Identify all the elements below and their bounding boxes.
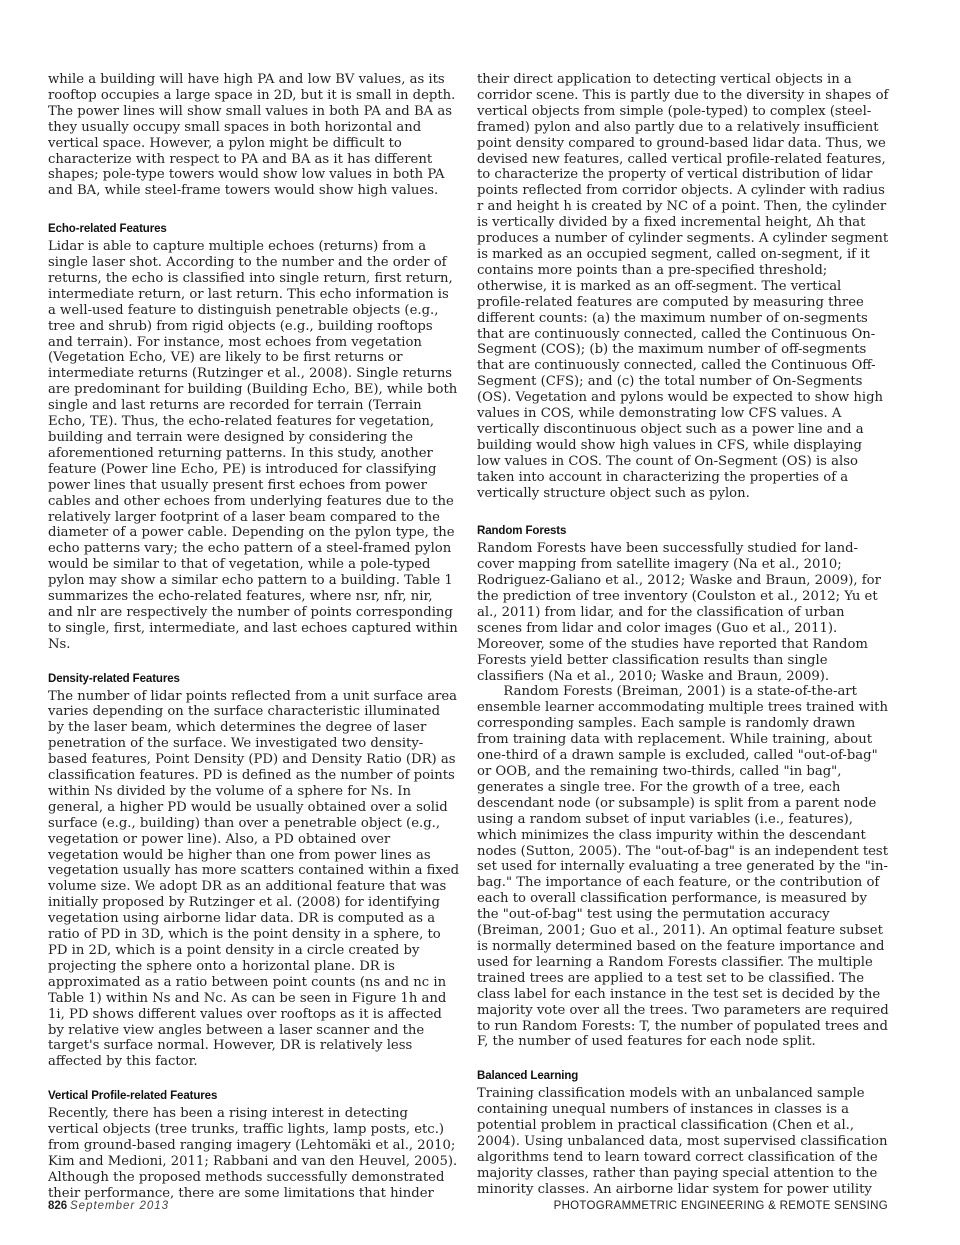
vertical-profile-continued-paragraph: their direct application to detecting vertical objects in a corridor scene. This is partly due to the diversity in shapes of vertical objects from simple (pole-typed) to complex (steel-framed) pylon and also partly due to a relatively insufficient point density compared to ground-based lidar data. Thus, we devised new features, called vertical profile-related features, to characterize the property of vertical distribution of lidar points reflected from corridor objects. A cylinder with radius r and height h is created by NC of a point. Then, the cylinder is vertically divided by a fixed incremental height, Δh that produces a number of cylinder segments. A cylinder segment is marked as an occupied segment, called on-segment, if it contains more points than a pre-specified threshold; otherwise, it is marked as an off-segment. The vertical profile-related features are computed by measuring three different counts: (a) the maximum number of on-segments that are continuously connected, called the Continuous On-Segment (COS); (b) the maximum number of off-segments that are continuously connected, called the Continuous Off-Segment (CFS); and (c) the total number of On-Segments (OS). Vegetation and pylons would be expected to show high values in COS, while demonstrating low CFS values. A vertically discontinuous object such as a power line and a building would show high values in CFS, while displaying low values in COS. The count of On-Segment (OS) is also taken into account in characterizing the properties of a vertically structure object such as pylon.	[477, 72, 889, 501]
right-column	[477, 72, 889, 1198]
random-forests-heading: Random Forests	[477, 525, 567, 538]
vertical-profile-paragraph: Recently, there has been a rising interest in detecting vertical objects (tree trunks, traffic lights, lamp posts, etc.) from ground-based ranging imagery (Lehtomäki et al., 2010; Kim and Medioni, 2011; Rabbani and van den Heuvel, 2005). Although the proposed methods successfully demonstrated their performance, there are some limitations that hinder	[48, 1106, 458, 1201]
vertical-profile-heading: Vertical Profile-related Features	[48, 1090, 218, 1103]
page-footer	[48, 1200, 888, 1216]
echo-features-paragraph: Lidar is able to capture multiple echoes (returns) from a single laser shot. According to the number and the order of returns, the echo is classified into single return, first return, intermediate return, or last return. This echo information is a well-used feature to distinguish penetrable objects (e.g., tree and shrub) from rigid objects (e.g., building rooftops and terrain). For instance, most echoes from vegetation (Vegetation Echo, VE) are likely to be first returns or intermediate returns (Rutzinger et al., 2008). Single returns are predominant for building (Building Echo, BE), while both single and last returns are recorded for terrain (Terrain Echo, TE). Thus, the echo-related features for vegetation, building and terrain were designed by considering the aforementioned returning patterns. In this study, another feature (Power line Echo, PE) is introduced for classifying power lines that usually present first echoes from power cables and other echoes from underlying features due to the relatively larger footprint of a laser beam compared to the diameter of a power cable. Depending on the pylon type, the echo patterns vary; the echo pattern of a steel-framed pylon would be similar to that of vegetation, while a pole-typed pylon may show a similar echo pattern to a building. Table 1 summarizes the echo-related features, where nsr, nfr, nir, and nlr are respectively the number of points corresponding to single, first, intermediate, and last echoes captured within Ns.	[48, 239, 458, 652]
left-column	[48, 72, 460, 1202]
density-features-paragraph: The number of lidar points reflected from a unit surface area varies depending on the surface characteristic illuminated by the laser beam, which determines the degree of laser penetration of the surface. We investigated two density-based features, Point Density (PD) and Density Ratio (DR) as classification features. PD is defined as the number of points within Ns divided by the volume of a sphere for Ns. In general, a higher PD would be usually obtained over a solid surface (e.g., building) than over a penetrable object (e.g., vegetation or power line). Also, a PD obtained over vegetation would be higher than one from power lines as vegetation usually has more scatters contained within a fixed volume size. We adopt DR as an additional feature that was initially proposed by Rutzinger et al. (2008) for identifying vegetation using airborne lidar data. DR is computed as a ratio of PD in 3D, which is the point density in a sphere, to PD in 2D, which is a point density in a circle created by projecting the sphere onto a horizontal plane. DR is approximated as a ratio between point counts (ns and nc in Table 1) within Ns and Nc. As can be seen in Figure 1h and 1i, PD shows different values over rooftops as it is affected by relative view angles between a laser scanner and the target's surface normal. However, DR is relatively less affected by this factor.	[48, 688, 460, 1070]
random-forests-paragraph-2: Random Forests (Breiman, 2001) is a state-of-the-art ensemble learner accommodating multiple trees trained with corresponding samples. Each sample is randomly drawn from training data with replacement. While training, about one-third of a drawn sample is excluded, called "out-of-bag" or OOB, and the remaining two-thirds, called "in bag", generates a single tree. For the growth of a tree, each descendant node (or subsample) is split from a parent node using a random subset of input variables (i.e., features), which minimizes the class impurity within the descendant nodes (Sutton, 2005). The "out-of-bag" is an independent test set used for internally evaluating a tree generated by the "in-bag." The importance of each feature, or the contribution of each to overall classification performance, is measured by the "out-of-bag" test using the permutation accuracy (Breiman, 2001; Guo et al., 2011). An optimal feature subset is normally determined based on the feature importance and used for learning a Random Forests classifier. The multiple trained trees are applied to a test set to be classified. The class label for each instance in the test set is decided by the majority vote over all the trees. Two parameters are required to run Random Forests: T, the number of populated trees and F, the number of used features for each node split.	[477, 684, 889, 1050]
balanced-learning-paragraph: Training classification models with an unbalanced sample containing unequal numbers of instances in classes is a potential problem in practical classification (Chen et al., 2004). Using unbalanced data, most supervised classification algorithms tend to learn toward correct classification of the majority classes, rather than paying special attention to the minority classes. An airborne lidar system for power utility	[477, 1086, 888, 1197]
issue-date: September 2013	[70, 1200, 170, 1212]
density-features-heading: Density-related Features	[48, 672, 180, 685]
journal-name: PHOTOGRAMMETRIC ENGINEERING & REMOTE SENSING	[553, 1200, 888, 1212]
balanced-learning-heading: Balanced Learning	[477, 1070, 579, 1083]
intro-paragraph: while a building will have high PA and low BV values, as its rooftop occupies a large space in 2D, but it is small in depth. The power lines will show small values in both PA and BA as they usually occupy small spaces in both horizontal and vertical space. However, a pylon might be difficult to characterize with respect to PA and BA as it has different shapes; pole-type towers would show low values in both PA and BA, while steel-frame towers would show high values.	[48, 72, 456, 199]
echo-features-heading: Echo-related Features	[48, 223, 167, 236]
page-number: 826	[48, 1200, 68, 1212]
random-forests-paragraph-1: Random Forests have been successfully studied for land-cover mapping from satellite imagery (Na et al., 2010; Rodriguez-Galiano et al., 2012; Waske and Braun, 2009), for the prediction of tree inventory (Coulston et al., 2012; Yu et al., 2011) from lidar, and for the classification of urban scenes from lidar and color images (Guo et al., 2011). Moreover, some of the studies have reported that Random Forests yield better classification results than single classifiers (Na et al., 2010; Waske and Braun, 2009).	[477, 541, 881, 684]
